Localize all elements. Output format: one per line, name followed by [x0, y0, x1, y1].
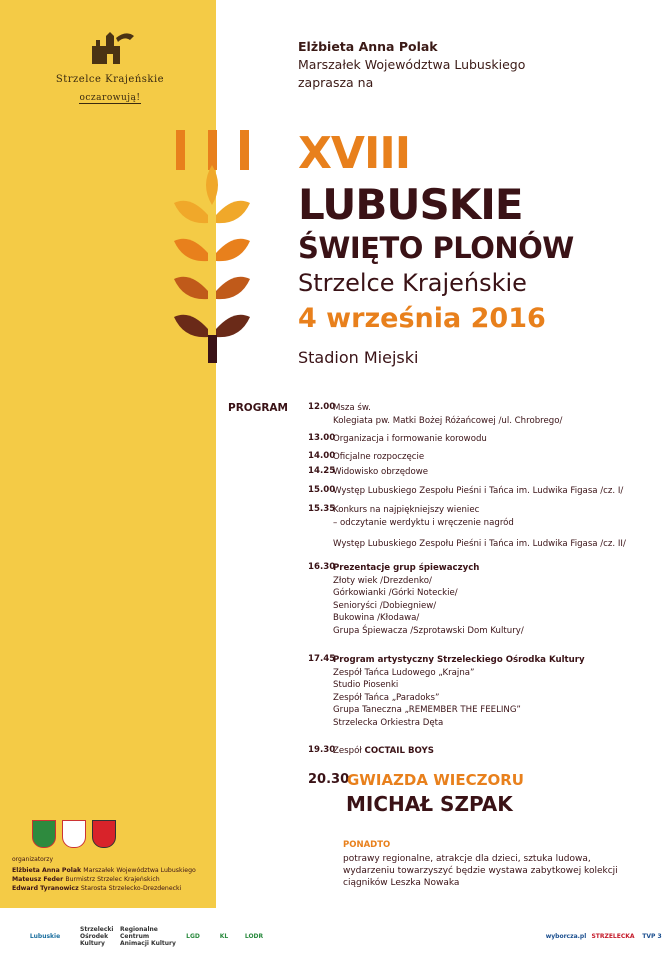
program-item — [308, 433, 487, 446]
program-time: 14.00 — [308, 451, 336, 461]
program-line: Grupa Śpiewacza /Szprotawski Dom Kultury/ — [333, 625, 524, 636]
program-text — [333, 451, 424, 464]
program-item — [308, 504, 514, 529]
sponsor-logo: TVP 3 — [642, 932, 662, 940]
program-text — [333, 538, 626, 551]
program-line: Oficjalne rozpoczęcie — [333, 452, 425, 462]
event-title-line2: ŚWIĘTO PLONÓW — [298, 231, 574, 265]
organizers-heading: organizatorzy — [12, 856, 54, 863]
organizer: Mateusz Feder Burmistrz Strzelec Krajeńskich — [12, 876, 160, 883]
program-text — [333, 562, 524, 637]
program-line: Widowisko obrzędowe — [333, 467, 429, 477]
program-time: 16.30 — [308, 562, 336, 572]
logo-name: Strzelce Krajeńskie — [55, 74, 165, 85]
program-item — [308, 485, 623, 498]
sponsor-logo: Regionalne Centrum Animacji Kultury — [120, 925, 176, 947]
program-time: 19.30 — [308, 745, 336, 755]
event-venue: Stadion Miejski — [298, 348, 419, 367]
program-line: Zespół COCTAIL BOYS — [333, 746, 434, 756]
star-name: MICHAŁ SZPAK — [346, 792, 513, 816]
logo-tagline: oczarowują! — [79, 93, 141, 103]
program-line: Konkurs na najpiękniejszy wieniec — [333, 505, 480, 515]
organizer: Edward Tyranowicz Starosta Strzelecko-Drezdenecki — [12, 885, 182, 892]
voivodeship-crest-icon — [32, 820, 56, 848]
program-time: 13.00 — [308, 433, 336, 443]
sponsor-logo: KL — [219, 932, 229, 940]
program-line: Złoty wiek /Drezdenko/ — [333, 575, 432, 586]
wheat-icon — [170, 125, 255, 365]
host-role: Marszałek Województwa Lubuskiego — [298, 57, 526, 72]
program-item — [308, 562, 524, 637]
program-item — [308, 451, 424, 464]
program-item — [308, 402, 562, 427]
castle-icon — [80, 28, 140, 68]
program-text — [333, 504, 514, 529]
host-invites: zaprasza na — [298, 75, 374, 90]
host-block — [298, 38, 525, 92]
program-time: 15.35 — [308, 504, 336, 514]
program-text — [333, 745, 434, 758]
program-line: Organizacja i formowanie korowodu — [333, 434, 487, 444]
eu-fine-print — [272, 928, 452, 932]
town-crest-icon — [62, 820, 86, 848]
program-line: Msza św. — [333, 403, 371, 413]
program-item — [308, 654, 585, 729]
program-line: Grupa Taneczna „REMEMBER THE FEELING” — [333, 705, 521, 715]
event-title — [298, 128, 574, 374]
event-title-line1: LUBUSKIE — [298, 180, 523, 229]
sponsor-logo: LGD — [186, 932, 200, 940]
organizer: Elżbieta Anna Polak Marszałek Województwa Lubuskiego — [12, 867, 196, 874]
program-text — [333, 485, 623, 498]
program-time: 14.25 — [308, 466, 336, 476]
program-item — [308, 538, 626, 551]
program-line: – odczytanie werdyktu i wręczenie nagród — [333, 517, 514, 528]
program-item — [308, 466, 428, 479]
sponsor-logo: Strzelecki Ośrodek Kultury — [80, 925, 114, 947]
program-line: Program artystyczny Strzeleckiego Ośrodka Kultury — [333, 655, 585, 665]
program-line: Bukowina /Kłodawa/ — [333, 613, 420, 623]
event-date: 4 września 2016 — [298, 303, 546, 334]
sponsor-logo: LODR — [244, 932, 264, 940]
sponsor-logo: STRZELECKA — [591, 932, 635, 940]
program-text — [333, 466, 428, 479]
host-name: Elżbieta Anna Polak — [298, 39, 438, 54]
program-line: Zespół Tańca „Paradoks” — [333, 692, 440, 703]
crests — [32, 820, 116, 848]
program-line: Studio Piosenki — [333, 680, 399, 690]
sponsor-logo: Lubuskie — [29, 932, 61, 940]
program-time: 12.00 — [308, 402, 336, 412]
star-label: GWIAZDA WIECZORU — [347, 771, 524, 789]
program-text — [333, 433, 487, 446]
program-line: Występ Lubuskiego Zespołu Pieśni i Tańca im. Ludwika Figasa /cz. II/ — [333, 539, 626, 549]
program-heading: PROGRAM — [228, 402, 288, 414]
program-time: 15.00 — [308, 485, 336, 495]
program-item — [308, 745, 434, 758]
program-time — [308, 538, 333, 551]
ponadto-heading: PONADTO — [343, 840, 391, 850]
program-text — [333, 654, 585, 729]
program-time: 17.45 — [308, 654, 336, 664]
ponadto-text: potrawy regionalne, atrakcje dla dzieci, sztuka ludowa, wydarzeniu towarzyszyć będzie wystawa zabytkowej kolekcji ciągników Leszka Nowaka — [343, 854, 618, 888]
event-city: Strzelce Krajeńskie — [298, 269, 527, 297]
event-number: XVIII — [298, 128, 411, 179]
program-line: Zespół Tańca Ludowego „Krajna” — [333, 667, 475, 678]
county-crest-icon — [92, 820, 116, 848]
program-line: Górkowianki /Górki Noteckie/ — [333, 588, 458, 598]
program-line: Prezentacje grup śpiewaczych — [333, 563, 480, 573]
sponsor-logo: wyborcza.pl — [545, 932, 587, 940]
star-time: 20.30 — [308, 772, 350, 787]
program-text — [333, 402, 562, 427]
organizers-list — [12, 866, 196, 893]
program-line: Występ Lubuskiego Zespołu Pieśni i Tańca im. Ludwika Figasa /cz. I/ — [333, 486, 624, 496]
program-line: Senioryści /Dobiegniew/ — [333, 600, 437, 611]
program-line: Strzelecka Orkiestra Dęta — [333, 717, 444, 728]
town-logo — [40, 28, 180, 104]
program-line: Kolegiata pw. Matki Bożej Różańcowej /ul. Chrobrego/ — [333, 415, 563, 426]
